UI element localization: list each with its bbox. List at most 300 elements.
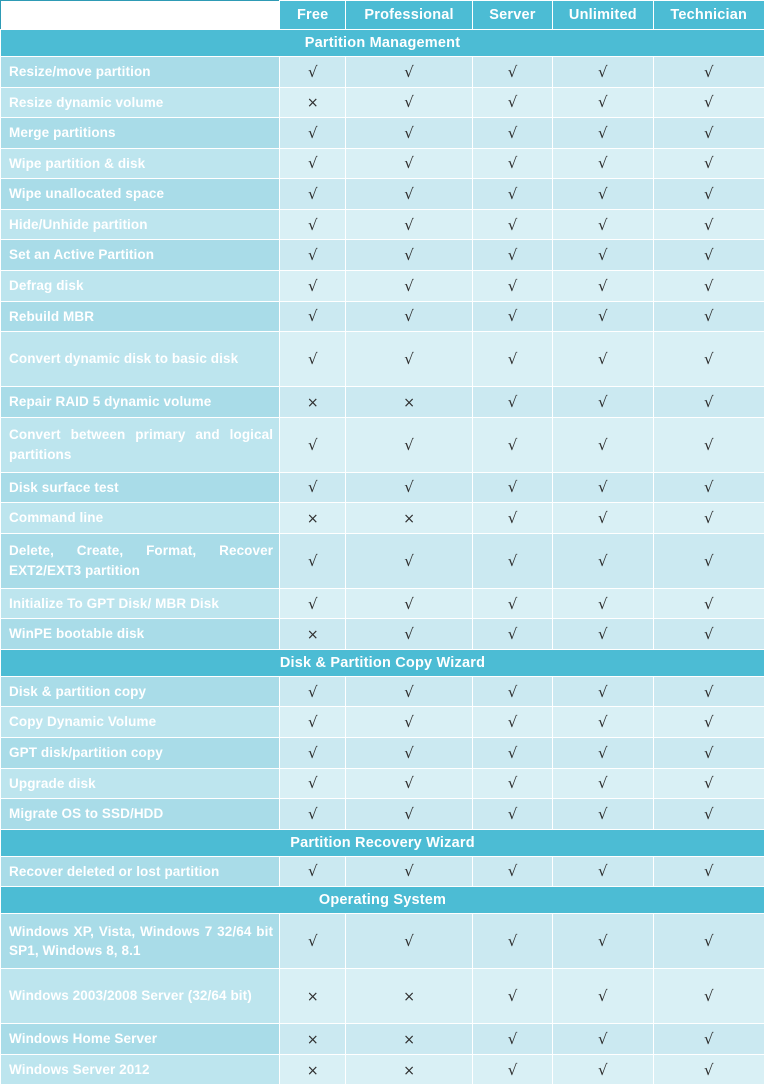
support-cell bbox=[280, 799, 346, 830]
support-cell bbox=[653, 270, 764, 301]
feature-label: Convert dynamic disk to basic disk bbox=[1, 332, 280, 387]
support-cell bbox=[280, 738, 346, 769]
table-body bbox=[1, 30, 765, 1085]
support-cell bbox=[553, 969, 653, 1024]
feature-label: Defrag disk bbox=[1, 270, 280, 301]
feature-label: Copy Dynamic Volume bbox=[1, 707, 280, 738]
support-cell bbox=[653, 768, 764, 799]
check-icon: √ bbox=[703, 276, 714, 295]
check-icon: √ bbox=[307, 932, 318, 951]
check-icon: √ bbox=[703, 246, 714, 265]
check-icon: √ bbox=[703, 774, 714, 793]
check-icon: √ bbox=[703, 932, 714, 951]
support-cell bbox=[280, 914, 346, 969]
cross-icon: × bbox=[306, 627, 319, 644]
support-cell bbox=[472, 332, 552, 387]
check-icon: √ bbox=[703, 93, 714, 112]
support-cell bbox=[346, 472, 472, 503]
check-icon: √ bbox=[703, 392, 714, 411]
support-cell bbox=[346, 332, 472, 387]
support-cell bbox=[472, 387, 552, 418]
support-cell bbox=[653, 914, 764, 969]
support-cell bbox=[472, 676, 552, 707]
table-row bbox=[1, 301, 765, 332]
check-icon: √ bbox=[703, 435, 714, 454]
check-icon: √ bbox=[598, 435, 608, 454]
check-icon: √ bbox=[404, 154, 414, 173]
check-icon: √ bbox=[703, 551, 714, 570]
check-icon: √ bbox=[507, 551, 518, 570]
cross-icon: × bbox=[403, 394, 415, 411]
feature-label: Wipe partition & disk bbox=[1, 148, 280, 179]
support-cell bbox=[472, 148, 552, 179]
support-cell bbox=[280, 148, 346, 179]
section-header-row bbox=[1, 30, 765, 57]
table-row bbox=[1, 240, 765, 271]
check-icon: √ bbox=[404, 93, 414, 112]
support-cell bbox=[280, 588, 346, 619]
column-header-unlimited: Unlimited bbox=[553, 1, 653, 30]
check-icon: √ bbox=[703, 185, 714, 204]
check-icon: √ bbox=[598, 713, 608, 732]
support-cell bbox=[653, 301, 764, 332]
table-row bbox=[1, 118, 765, 149]
check-icon: √ bbox=[404, 246, 414, 265]
support-cell bbox=[280, 301, 346, 332]
support-cell bbox=[280, 619, 346, 650]
support-cell bbox=[472, 503, 552, 534]
check-icon: √ bbox=[598, 1030, 608, 1049]
cross-icon: × bbox=[306, 1062, 319, 1079]
support-cell bbox=[553, 707, 653, 738]
feature-label: Hide/Unhide partition bbox=[1, 209, 280, 240]
support-cell bbox=[280, 87, 346, 118]
check-icon: √ bbox=[703, 987, 714, 1006]
check-icon: √ bbox=[307, 713, 318, 732]
support-cell bbox=[280, 57, 346, 88]
check-icon: √ bbox=[598, 682, 608, 701]
feature-label: Set an Active Partition bbox=[1, 240, 280, 271]
check-icon: √ bbox=[507, 987, 518, 1006]
table-row bbox=[1, 270, 765, 301]
section-title: Partition Recovery Wizard bbox=[1, 829, 765, 856]
check-icon: √ bbox=[598, 123, 608, 142]
check-icon: √ bbox=[703, 682, 714, 701]
feature-label: Initialize To GPT Disk/ MBR Disk bbox=[1, 588, 280, 619]
check-icon: √ bbox=[507, 246, 518, 265]
check-icon: √ bbox=[404, 713, 414, 732]
column-header-technician: Technician bbox=[653, 1, 764, 30]
support-cell bbox=[553, 179, 653, 210]
check-icon: √ bbox=[598, 276, 608, 295]
check-icon: √ bbox=[703, 594, 714, 613]
support-cell bbox=[346, 503, 472, 534]
support-cell bbox=[346, 533, 472, 588]
check-icon: √ bbox=[598, 478, 608, 497]
table-row bbox=[1, 332, 765, 387]
check-icon: √ bbox=[703, 215, 714, 234]
feature-label: Wipe unallocated space bbox=[1, 179, 280, 210]
table-row bbox=[1, 417, 765, 472]
check-icon: √ bbox=[404, 594, 414, 613]
column-header-server: Server bbox=[472, 1, 552, 30]
support-cell bbox=[653, 503, 764, 534]
check-icon: √ bbox=[404, 62, 414, 81]
support-cell bbox=[472, 179, 552, 210]
check-icon: √ bbox=[598, 987, 608, 1006]
check-icon: √ bbox=[307, 551, 318, 570]
support-cell bbox=[553, 856, 653, 887]
table-row bbox=[1, 472, 765, 503]
support-cell bbox=[346, 768, 472, 799]
support-cell bbox=[553, 87, 653, 118]
support-cell bbox=[346, 270, 472, 301]
feature-label: WinPE bootable disk bbox=[1, 619, 280, 650]
check-icon: √ bbox=[404, 350, 414, 369]
support-cell bbox=[280, 118, 346, 149]
support-cell bbox=[346, 588, 472, 619]
cross-icon: × bbox=[403, 1032, 415, 1049]
check-icon: √ bbox=[404, 215, 414, 234]
check-icon: √ bbox=[507, 185, 518, 204]
support-cell bbox=[553, 209, 653, 240]
support-cell bbox=[280, 270, 346, 301]
check-icon: √ bbox=[307, 350, 318, 369]
support-cell bbox=[280, 969, 346, 1024]
support-cell bbox=[553, 768, 653, 799]
check-icon: √ bbox=[404, 307, 414, 326]
feature-label: Convert between primary and logical partitions bbox=[1, 417, 280, 472]
check-icon: √ bbox=[703, 1030, 714, 1049]
support-cell bbox=[653, 472, 764, 503]
feature-label: Windows 2003/2008 Server (32/64 bit) bbox=[1, 969, 280, 1024]
support-cell bbox=[472, 209, 552, 240]
feature-label: Resize dynamic volume bbox=[1, 87, 280, 118]
check-icon: √ bbox=[507, 392, 518, 411]
check-icon: √ bbox=[507, 478, 518, 497]
check-icon: √ bbox=[598, 1060, 608, 1079]
support-cell bbox=[280, 472, 346, 503]
check-icon: √ bbox=[404, 276, 414, 295]
support-cell bbox=[280, 533, 346, 588]
support-cell bbox=[553, 118, 653, 149]
section-title: Operating System bbox=[1, 887, 765, 914]
support-cell bbox=[653, 619, 764, 650]
support-cell bbox=[653, 1054, 764, 1085]
support-cell bbox=[472, 472, 552, 503]
support-cell bbox=[472, 969, 552, 1024]
check-icon: √ bbox=[703, 804, 714, 823]
check-icon: √ bbox=[307, 123, 318, 142]
check-icon: √ bbox=[404, 743, 414, 762]
table-row bbox=[1, 87, 765, 118]
check-icon: √ bbox=[703, 123, 714, 142]
check-icon: √ bbox=[404, 932, 414, 951]
check-icon: √ bbox=[307, 62, 318, 81]
check-icon: √ bbox=[307, 743, 318, 762]
table-header-row bbox=[1, 1, 765, 30]
check-icon: √ bbox=[507, 804, 518, 823]
cross-icon: × bbox=[306, 394, 319, 411]
check-icon: √ bbox=[404, 478, 414, 497]
check-icon: √ bbox=[507, 350, 518, 369]
check-icon: √ bbox=[598, 625, 608, 644]
check-icon: √ bbox=[404, 682, 414, 701]
support-cell bbox=[553, 1054, 653, 1085]
support-cell bbox=[472, 768, 552, 799]
check-icon: √ bbox=[598, 743, 608, 762]
check-icon: √ bbox=[507, 508, 518, 527]
support-cell bbox=[653, 148, 764, 179]
support-cell bbox=[346, 969, 472, 1024]
support-cell bbox=[472, 799, 552, 830]
support-cell bbox=[472, 1024, 552, 1055]
check-icon: √ bbox=[703, 625, 714, 644]
table-row bbox=[1, 707, 765, 738]
support-cell bbox=[553, 270, 653, 301]
support-cell bbox=[280, 768, 346, 799]
check-icon: √ bbox=[307, 276, 318, 295]
check-icon: √ bbox=[307, 307, 318, 326]
check-icon: √ bbox=[507, 932, 518, 951]
table-row bbox=[1, 148, 765, 179]
table-row bbox=[1, 969, 765, 1024]
support-cell bbox=[472, 270, 552, 301]
check-icon: √ bbox=[307, 154, 318, 173]
check-icon: √ bbox=[598, 93, 608, 112]
check-icon: √ bbox=[507, 682, 518, 701]
check-icon: √ bbox=[598, 350, 608, 369]
support-cell bbox=[346, 707, 472, 738]
check-icon: √ bbox=[598, 508, 608, 527]
check-icon: √ bbox=[507, 743, 518, 762]
cross-icon: × bbox=[403, 510, 415, 527]
support-cell bbox=[346, 240, 472, 271]
column-header-professional: Professional bbox=[346, 1, 472, 30]
support-cell bbox=[346, 209, 472, 240]
check-icon: √ bbox=[307, 804, 318, 823]
feature-label: Windows Server 2012 bbox=[1, 1054, 280, 1085]
check-icon: √ bbox=[307, 435, 318, 454]
feature-label: Command line bbox=[1, 503, 280, 534]
check-icon: √ bbox=[703, 743, 714, 762]
support-cell bbox=[346, 738, 472, 769]
check-icon: √ bbox=[598, 62, 608, 81]
support-cell bbox=[653, 179, 764, 210]
support-cell bbox=[472, 240, 552, 271]
support-cell bbox=[346, 676, 472, 707]
support-cell bbox=[653, 387, 764, 418]
support-cell bbox=[472, 707, 552, 738]
check-icon: √ bbox=[307, 682, 318, 701]
support-cell bbox=[346, 1054, 472, 1085]
check-icon: √ bbox=[703, 62, 714, 81]
support-cell bbox=[653, 332, 764, 387]
support-cell bbox=[346, 417, 472, 472]
check-icon: √ bbox=[598, 246, 608, 265]
table-header bbox=[1, 1, 765, 30]
support-cell bbox=[553, 588, 653, 619]
check-icon: √ bbox=[598, 774, 608, 793]
support-cell bbox=[280, 240, 346, 271]
check-icon: √ bbox=[507, 774, 518, 793]
support-cell bbox=[653, 676, 764, 707]
check-icon: √ bbox=[404, 435, 414, 454]
support-cell bbox=[280, 856, 346, 887]
section-header-row bbox=[1, 829, 765, 856]
cross-icon: × bbox=[403, 1062, 415, 1079]
support-cell bbox=[553, 148, 653, 179]
support-cell bbox=[472, 1054, 552, 1085]
column-header-free: Free bbox=[280, 1, 346, 30]
support-cell bbox=[553, 676, 653, 707]
check-icon: √ bbox=[598, 307, 608, 326]
support-cell bbox=[472, 417, 552, 472]
table-row bbox=[1, 1054, 765, 1085]
support-cell bbox=[346, 914, 472, 969]
support-cell bbox=[553, 240, 653, 271]
support-cell bbox=[346, 301, 472, 332]
support-cell bbox=[553, 619, 653, 650]
cross-icon: × bbox=[306, 1032, 319, 1049]
table-row bbox=[1, 738, 765, 769]
support-cell bbox=[653, 738, 764, 769]
check-icon: √ bbox=[703, 154, 714, 173]
table-row bbox=[1, 387, 765, 418]
check-icon: √ bbox=[598, 551, 608, 570]
support-cell bbox=[553, 472, 653, 503]
support-cell bbox=[346, 856, 472, 887]
check-icon: √ bbox=[404, 804, 414, 823]
support-cell bbox=[472, 118, 552, 149]
check-icon: √ bbox=[404, 123, 414, 142]
check-icon: √ bbox=[507, 154, 518, 173]
check-icon: √ bbox=[307, 594, 318, 613]
support-cell bbox=[346, 57, 472, 88]
support-cell bbox=[472, 301, 552, 332]
table-row bbox=[1, 619, 765, 650]
support-cell bbox=[280, 707, 346, 738]
support-cell bbox=[653, 969, 764, 1024]
check-icon: √ bbox=[404, 625, 414, 644]
support-cell bbox=[280, 332, 346, 387]
support-cell bbox=[653, 87, 764, 118]
support-cell bbox=[472, 619, 552, 650]
support-cell bbox=[346, 148, 472, 179]
cross-icon: × bbox=[306, 510, 319, 527]
table-row bbox=[1, 179, 765, 210]
feature-label: Disk surface test bbox=[1, 472, 280, 503]
check-icon: √ bbox=[404, 185, 414, 204]
cross-icon: × bbox=[306, 989, 319, 1006]
column-header-feature bbox=[1, 1, 280, 30]
check-icon: √ bbox=[307, 185, 318, 204]
support-cell bbox=[280, 1024, 346, 1055]
check-icon: √ bbox=[307, 215, 318, 234]
support-cell bbox=[653, 856, 764, 887]
check-icon: √ bbox=[507, 62, 518, 81]
support-cell bbox=[553, 799, 653, 830]
support-cell bbox=[653, 1024, 764, 1055]
feature-label: Recover deleted or lost partition bbox=[1, 856, 280, 887]
support-cell bbox=[553, 417, 653, 472]
table-row bbox=[1, 799, 765, 830]
support-cell bbox=[653, 209, 764, 240]
check-icon: √ bbox=[703, 862, 714, 881]
feature-label: Migrate OS to SSD/HDD bbox=[1, 799, 280, 830]
cross-icon: × bbox=[403, 989, 415, 1006]
feature-label: Merge partitions bbox=[1, 118, 280, 149]
check-icon: √ bbox=[703, 307, 714, 326]
check-icon: √ bbox=[598, 215, 608, 234]
support-cell bbox=[280, 1054, 346, 1085]
check-icon: √ bbox=[507, 713, 518, 732]
table-row bbox=[1, 533, 765, 588]
support-cell bbox=[346, 87, 472, 118]
check-icon: √ bbox=[703, 713, 714, 732]
check-icon: √ bbox=[507, 93, 518, 112]
table-row bbox=[1, 856, 765, 887]
support-cell bbox=[653, 533, 764, 588]
check-icon: √ bbox=[507, 215, 518, 234]
support-cell bbox=[553, 533, 653, 588]
check-icon: √ bbox=[507, 307, 518, 326]
support-cell bbox=[472, 914, 552, 969]
feature-label: Windows XP, Vista, Windows 7 32/64 bit SP1, Windows 8, 8.1 bbox=[1, 914, 280, 969]
check-icon: √ bbox=[307, 478, 318, 497]
feature-label: Windows Home Server bbox=[1, 1024, 280, 1055]
support-cell bbox=[553, 503, 653, 534]
support-cell bbox=[472, 588, 552, 619]
support-cell bbox=[553, 387, 653, 418]
feature-label: Resize/move partition bbox=[1, 57, 280, 88]
support-cell bbox=[653, 799, 764, 830]
support-cell bbox=[653, 240, 764, 271]
feature-label: Repair RAID 5 dynamic volume bbox=[1, 387, 280, 418]
support-cell bbox=[553, 57, 653, 88]
table-row bbox=[1, 57, 765, 88]
support-cell bbox=[280, 209, 346, 240]
feature-label: Delete, Create, Format, Recover EXT2/EXT3 partition bbox=[1, 533, 280, 588]
table-row bbox=[1, 768, 765, 799]
support-cell bbox=[472, 738, 552, 769]
check-icon: √ bbox=[307, 774, 318, 793]
support-cell bbox=[553, 738, 653, 769]
check-icon: √ bbox=[598, 932, 608, 951]
support-cell bbox=[653, 707, 764, 738]
support-cell bbox=[472, 533, 552, 588]
check-icon: √ bbox=[598, 594, 608, 613]
support-cell bbox=[553, 301, 653, 332]
support-cell bbox=[280, 417, 346, 472]
section-title: Disk & Partition Copy Wizard bbox=[1, 649, 765, 676]
section-header-row bbox=[1, 887, 765, 914]
check-icon: √ bbox=[598, 185, 608, 204]
support-cell bbox=[346, 799, 472, 830]
support-cell bbox=[280, 676, 346, 707]
check-icon: √ bbox=[598, 862, 608, 881]
check-icon: √ bbox=[404, 551, 414, 570]
check-icon: √ bbox=[507, 276, 518, 295]
support-cell bbox=[553, 332, 653, 387]
support-cell bbox=[653, 588, 764, 619]
check-icon: √ bbox=[703, 478, 714, 497]
support-cell bbox=[653, 118, 764, 149]
check-icon: √ bbox=[507, 123, 518, 142]
support-cell bbox=[280, 179, 346, 210]
table-row bbox=[1, 914, 765, 969]
support-cell bbox=[346, 387, 472, 418]
